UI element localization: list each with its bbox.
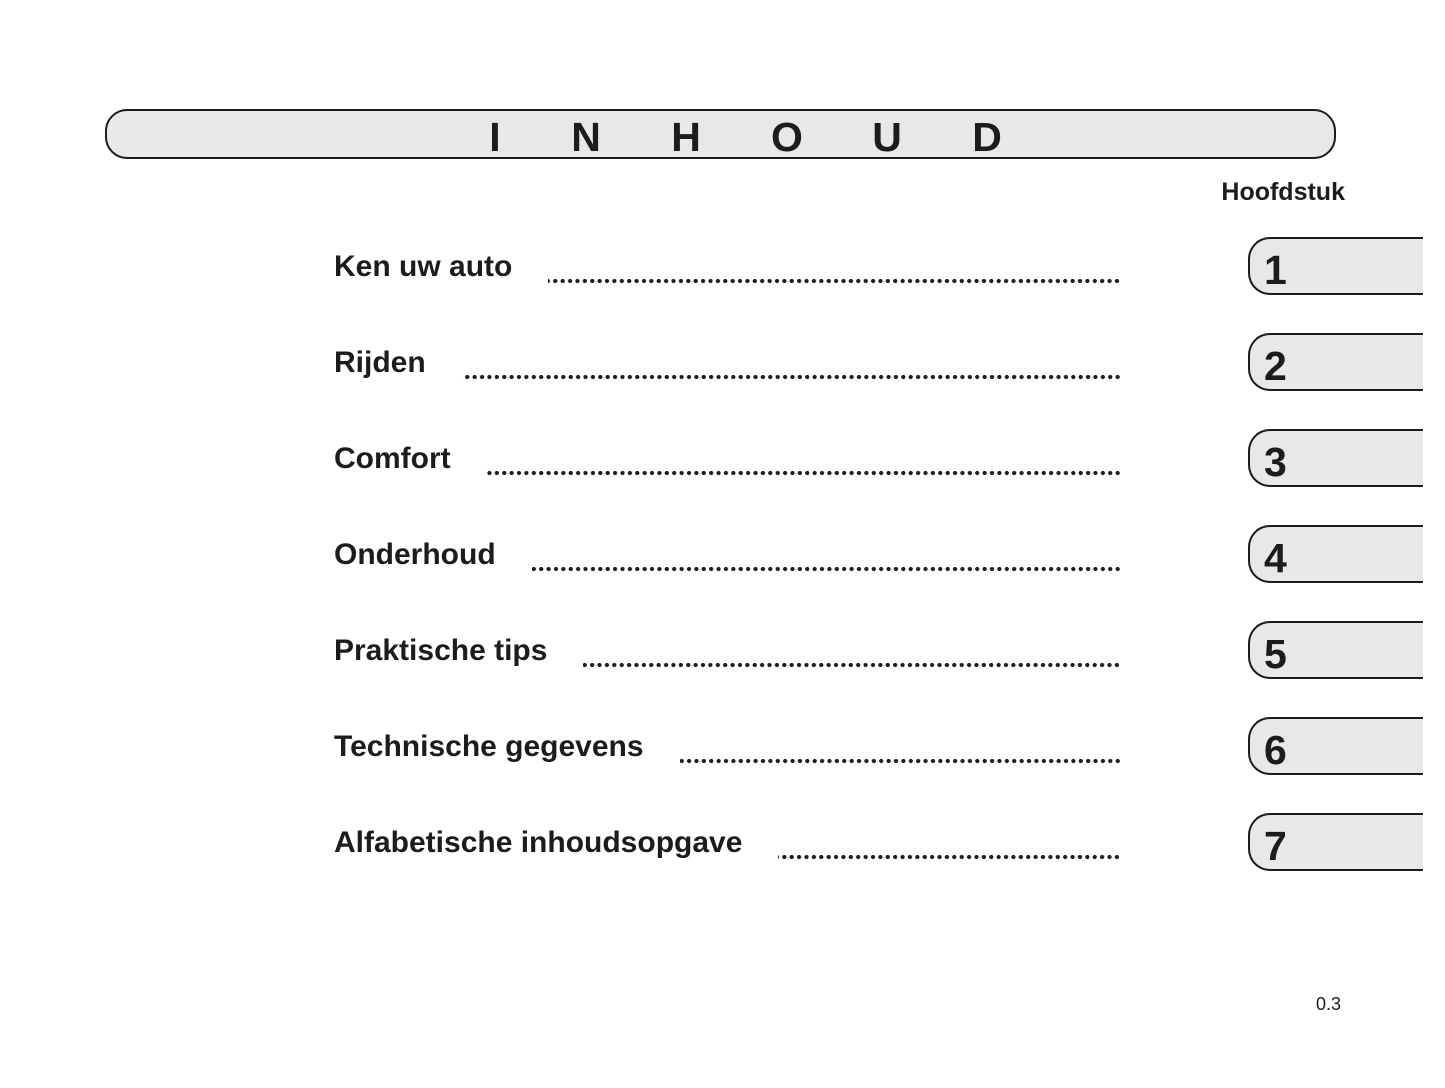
chapter-tab-2[interactable] <box>1248 333 1423 391</box>
toc-entry-label: Praktische tips <box>334 634 548 667</box>
chapter-number: 4 <box>1264 535 1287 581</box>
dot-leader <box>778 854 1121 860</box>
toc-entry-label: Comfort <box>334 442 451 475</box>
chapter-number: 3 <box>1264 439 1287 485</box>
chapter-number: 2 <box>1264 343 1287 389</box>
chapter-number: 1 <box>1264 247 1287 293</box>
dot-leader <box>462 374 1121 380</box>
title-letter: U <box>872 114 902 160</box>
title-letter: I <box>489 114 501 160</box>
title-letter: D <box>972 114 1002 160</box>
toc-entry-label: Technische gegevens <box>334 730 644 763</box>
page-number: 0.3 <box>1315 994 1341 1014</box>
toc-entry-label: Ken uw auto <box>334 250 513 283</box>
dot-leader <box>680 758 1121 764</box>
title-letter: O <box>771 114 803 160</box>
chapter-tab-7[interactable] <box>1248 813 1423 871</box>
toc-entry-onderhoud[interactable] <box>334 538 1121 578</box>
toc-entry-label: Rijden <box>334 346 426 379</box>
chapter-tab-4[interactable] <box>1248 525 1423 583</box>
toc-entry-alfabetische-inhoudsopgave[interactable] <box>334 826 1121 866</box>
title-letter: H <box>671 114 701 160</box>
chapter-number: 6 <box>1264 727 1287 773</box>
dot-leader <box>548 278 1121 284</box>
toc-entry-rijden[interactable] <box>334 346 1121 386</box>
toc-entry-technische-gegevens[interactable] <box>334 730 1121 770</box>
dot-leader <box>583 662 1121 668</box>
chapter-number: 5 <box>1264 631 1287 677</box>
dot-leader <box>487 470 1121 476</box>
title-letter: N <box>571 114 601 160</box>
chapter-tab-1[interactable] <box>1248 237 1423 295</box>
toc-entry-label: Alfabetische inhoudsopgave <box>334 826 743 859</box>
title-bar <box>105 109 1336 159</box>
chapter-tab-6[interactable] <box>1248 717 1423 775</box>
chapter-tab-5[interactable] <box>1248 621 1423 679</box>
chapter-number: 7 <box>1264 823 1287 869</box>
toc-entry-praktische-tips[interactable] <box>334 634 1121 674</box>
toc-entry-comfort[interactable] <box>334 442 1121 482</box>
toc-entry-ken-uw-auto[interactable] <box>334 250 1121 290</box>
toc-entry-label: Onderhoud <box>334 538 496 571</box>
dot-leader <box>532 566 1121 572</box>
chapter-column-heading: Hoofdstuk <box>1221 178 1345 206</box>
chapter-tab-3[interactable] <box>1248 429 1423 487</box>
